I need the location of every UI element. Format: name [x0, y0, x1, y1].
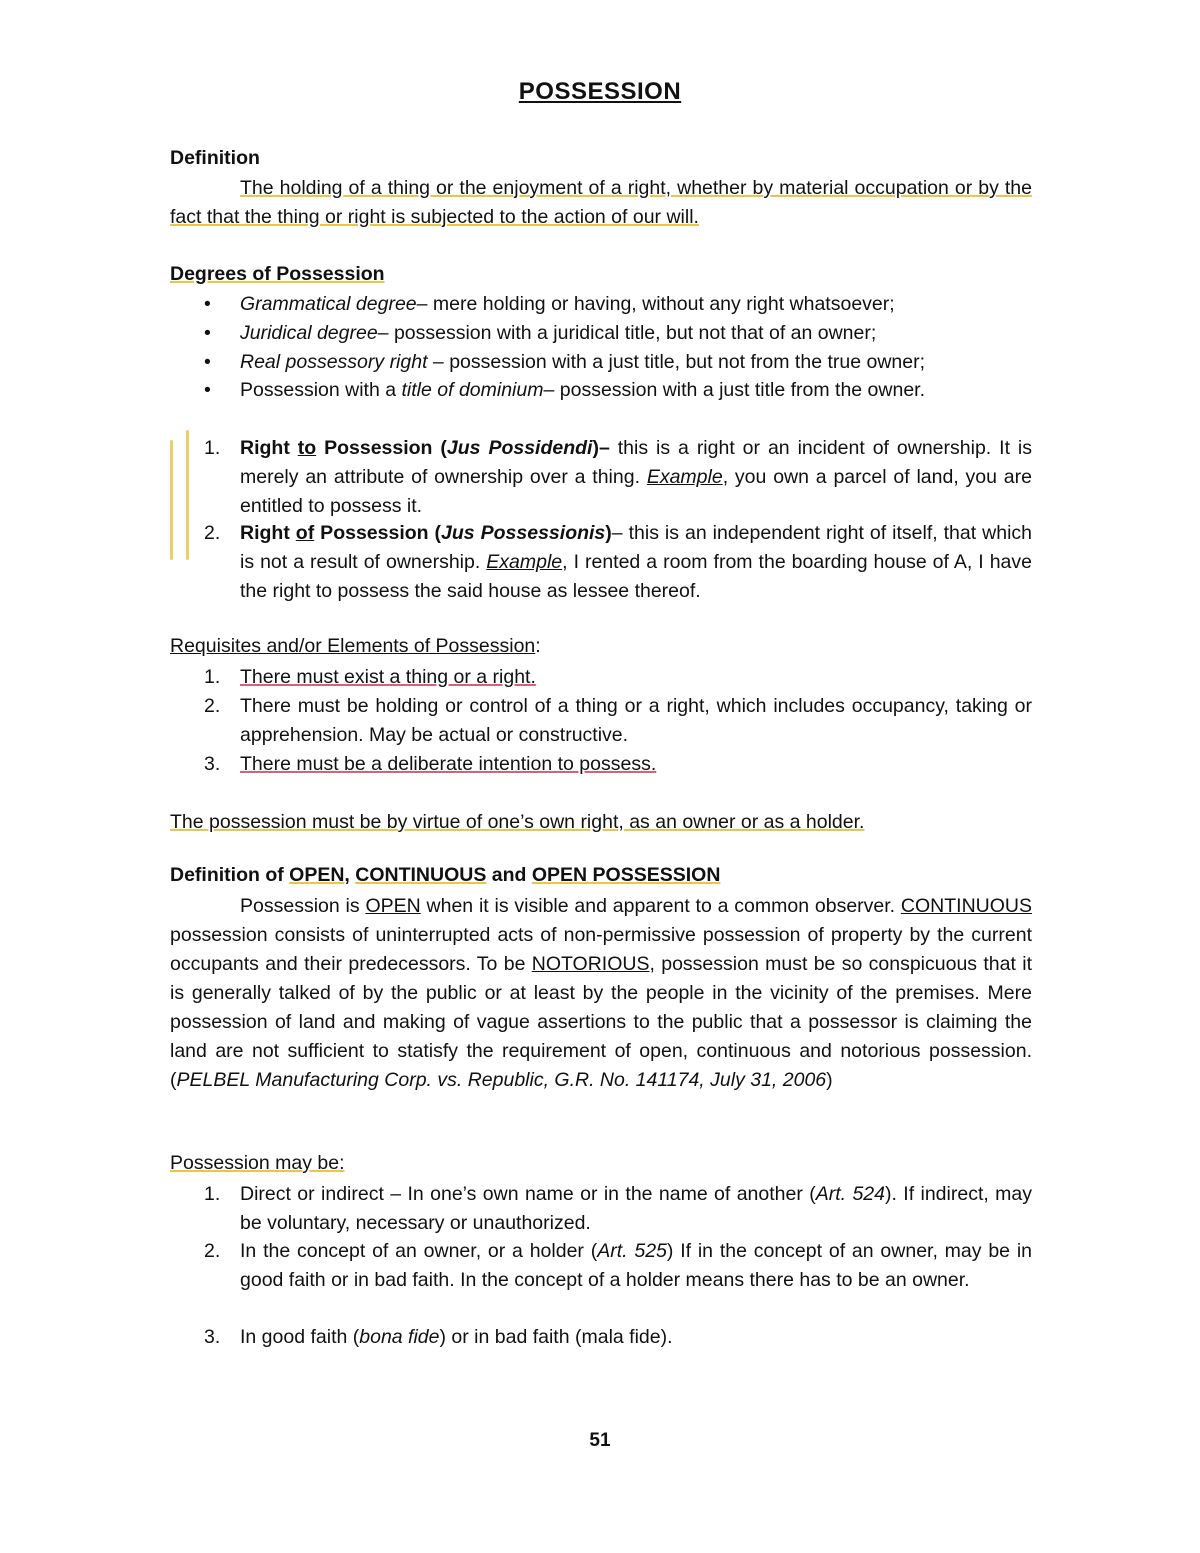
definition-heading: Definition: [170, 147, 260, 169]
margin-highlight-bar: [186, 430, 189, 560]
may-be-heading: Possession may be:: [170, 1152, 345, 1174]
open-definition-text: Possession is OPEN when it is visible and apparent to a common observer. CONTINUOUS possession consists of uninterrupted acts of non-permissive possession of property by the current occupants and their predecessors. To be NOTORIOUS, possession must be so conspicuous that it is generally talked of by the public or at least by the people in the vicinity of the premises. Mere possession of land and making of vague assertions to the public that a possessor is claiming the land are not sufficient to statisfy the requirement of open, continuous and notorious possession. (PELBEL Manufacturing Corp. vs. Republic, G.R. No. 141174, July 31, 2006): [170, 895, 1032, 1091]
requisite-item: 1. There must exist a thing or a right.: [204, 666, 536, 688]
virtue-text: The possession must be by virtue of one’s own right, as an owner or as a holder.: [170, 811, 865, 833]
may-be-item: 1. Direct or indirect – In one’s own name or in the name of another (Art. 524). If indirect, may be voluntary, necessary or unauthorized.: [204, 1183, 1033, 1234]
requisites-heading: Requisites and/or Elements of Possession:: [170, 635, 541, 657]
margin-highlight-bar: [170, 440, 173, 560]
page-title: POSSESSION: [518, 78, 682, 105]
open-definition-heading: Definition of OPEN, CONTINUOUS and OPEN POSSESSION: [170, 864, 721, 886]
right-item: 1. Right to Possession (Jus Possidendi)– this is a right or an incident of ownership. It is merely an attribute of ownership over a thing. Example, you own a parcel of land, you are entitled to possess it.: [204, 437, 1032, 517]
degree-item: • Grammatical degree– mere holding or having, without any right whatsoever;: [240, 290, 1040, 319]
page-number: 51: [589, 1430, 611, 1451]
degree-item: • Juridical degree– possession with a juridical title, but not that of an owner;: [240, 319, 1040, 348]
may-be-item: 2. In the concept of an owner, or a holder (Art. 525) If in the concept of an owner, may be in good faith or in bad faith. In the concept of a holder means there has to be an owner.: [204, 1240, 1032, 1291]
degree-item: • Real possessory right – possession with a just title, but not from the true owner;: [240, 348, 1040, 377]
definition-text: The holding of a thing or the enjoyment of a right, whether by material occupation or by the fact that the thing or right is subjected to the action of our will.: [170, 177, 1032, 228]
degrees-heading: Degrees of Possession: [170, 263, 385, 285]
right-item: 2. Right of Possession (Jus Possessionis)– this is an independent right of itself, that which is not a result of ownership. Example, I rented a room from the boarding house of A, I have the right to possess the said house as lessee thereof.: [204, 522, 1032, 602]
requisite-item: 3. There must be a deliberate intention to possess.: [204, 753, 657, 775]
requisite-item: 2. There must be holding or control of a thing or a right, which includes occupancy, taking or apprehension. May be actual or constructive.: [204, 695, 1032, 746]
may-be-item: 3. In good faith (bona fide) or in bad faith (mala fide).: [204, 1326, 673, 1348]
degree-item: • Possession with a title of dominium– possession with a just title from the owner.: [240, 376, 1040, 405]
